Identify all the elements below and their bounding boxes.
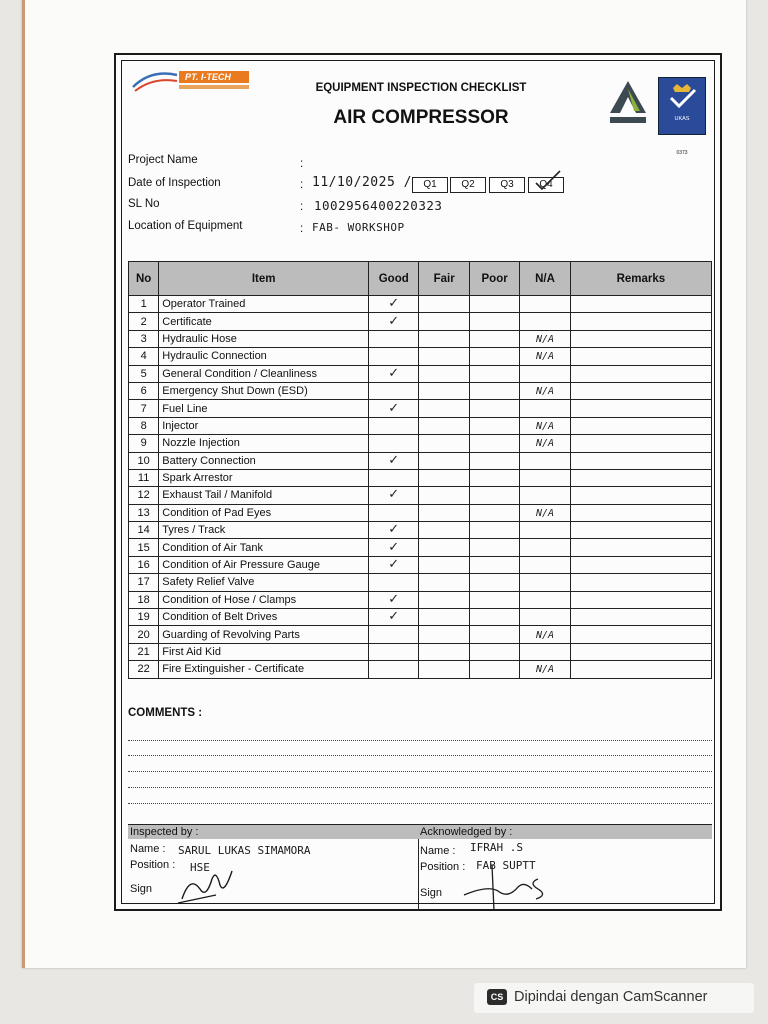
table-row (129, 417, 712, 434)
row-remarks-cell (570, 435, 711, 452)
row-item: Condition of Pad Eyes (159, 504, 369, 521)
ukas-number: 0373 (676, 150, 688, 156)
table-row (129, 469, 712, 486)
good-check-mark: ✓ (388, 609, 400, 625)
table-row (129, 522, 712, 539)
row-poor-cell (469, 452, 519, 469)
row-item: Safety Relief Valve (159, 574, 369, 591)
row-fair-cell (419, 556, 469, 573)
na-mark: N/A (535, 438, 555, 450)
row-item: Condition of Air Tank (159, 539, 369, 556)
quarter-check-icon (532, 169, 564, 193)
row-fair-cell (419, 643, 469, 660)
inspection-form (114, 53, 722, 911)
row-fair-cell (419, 365, 469, 382)
table-row (129, 556, 712, 573)
row-number: 17 (129, 574, 159, 591)
row-poor-cell (469, 643, 519, 660)
row-fair-cell (419, 574, 469, 591)
row-poor-cell (469, 522, 519, 539)
row-na-cell (520, 469, 570, 486)
row-na-cell (520, 591, 570, 608)
row-poor-cell (469, 382, 519, 399)
acknowledged-signature-icon (458, 865, 558, 915)
acknowledged-position-value: FAB SUPTT (476, 859, 536, 872)
row-remarks-cell (570, 556, 711, 573)
good-check-mark: ✓ (388, 557, 400, 573)
row-number: 13 (129, 504, 159, 521)
inspected-position-label: Position : (130, 859, 176, 871)
row-na-cell (520, 661, 570, 678)
row-na-cell (520, 400, 570, 417)
row-item: Spark Arrestor (159, 469, 369, 486)
camscanner-text: Dipindai dengan CamScanner (514, 989, 708, 1005)
table-row (129, 365, 712, 382)
row-remarks-cell (570, 609, 711, 626)
row-na-cell (520, 313, 570, 330)
row-good-cell (369, 661, 419, 678)
row-poor-cell (469, 661, 519, 678)
row-good-cell (369, 504, 419, 521)
row-good-cell (369, 556, 419, 573)
na-mark: N/A (535, 664, 555, 676)
row-poor-cell (469, 330, 519, 347)
row-item: Condition of Hose / Clamps (159, 591, 369, 608)
form-subtitle: EQUIPMENT INSPECTION CHECKLIST (315, 82, 527, 94)
row-remarks-cell (570, 504, 711, 521)
acknowledged-by-title: Acknowledged by : (418, 825, 712, 839)
sl-colon: : (300, 201, 304, 213)
row-number: 1 (129, 296, 159, 313)
row-number: 15 (129, 539, 159, 556)
row-item: Nozzle Injection (159, 435, 369, 452)
na-mark: N/A (535, 386, 555, 398)
col-remarks: Remarks (570, 262, 711, 296)
row-item: Exhaust Tail / Manifold (159, 487, 369, 504)
col-item: Item (159, 262, 369, 296)
date-colon: : (300, 179, 304, 191)
row-number: 12 (129, 487, 159, 504)
row-good-cell (369, 382, 419, 399)
comment-line (128, 740, 712, 741)
logo-text: PT. I-TECH (179, 71, 249, 83)
acknowledged-by-block (418, 825, 712, 911)
acknowledged-position-label: Position : (420, 861, 466, 873)
row-number: 16 (129, 556, 159, 573)
row-na-cell (520, 435, 570, 452)
inspected-name-value: SARUL LUKAS SIMAMORA (178, 844, 311, 857)
table-row (129, 348, 712, 365)
col-na: N/A (520, 262, 570, 296)
na-mark: N/A (535, 420, 555, 432)
row-good-cell (369, 574, 419, 591)
inspection-table (128, 261, 712, 679)
table-row (129, 643, 712, 660)
row-number: 4 (129, 348, 159, 365)
row-remarks-cell (570, 522, 711, 539)
form-title: AIR COMPRESSOR (333, 107, 509, 128)
row-remarks-cell (570, 661, 711, 678)
na-mark: N/A (535, 333, 555, 345)
row-item: Operator Trained (159, 296, 369, 313)
row-number: 5 (129, 365, 159, 382)
row-poor-cell (469, 609, 519, 626)
row-good-cell (369, 539, 419, 556)
row-fair-cell (419, 296, 469, 313)
table-row (129, 452, 712, 469)
row-item: General Condition / Cleanliness (159, 365, 369, 382)
camscanner-icon: CS (487, 989, 507, 1005)
row-fair-cell (419, 522, 469, 539)
row-na-cell (520, 382, 570, 399)
comment-line (128, 771, 712, 772)
row-number: 18 (129, 591, 159, 608)
row-number: 14 (129, 522, 159, 539)
row-fair-cell (419, 661, 469, 678)
ukas-label: UKAS (674, 116, 690, 122)
table-row (129, 487, 712, 504)
row-poor-cell (469, 556, 519, 573)
row-remarks-cell (570, 643, 711, 660)
row-good-cell (369, 435, 419, 452)
row-good-cell (369, 469, 419, 486)
comment-line (128, 787, 712, 788)
row-remarks-cell (570, 626, 711, 643)
row-fair-cell (419, 591, 469, 608)
inspected-by-title: Inspected by : (128, 825, 418, 839)
row-remarks-cell (570, 417, 711, 434)
table-row (129, 626, 712, 643)
row-na-cell (520, 348, 570, 365)
row-number: 11 (129, 469, 159, 486)
row-item: Condition of Belt Drives (159, 609, 369, 626)
inspected-position-value: HSE (190, 861, 210, 874)
row-poor-cell (469, 400, 519, 417)
scanned-paper (22, 0, 746, 968)
row-number: 2 (129, 313, 159, 330)
comment-line (128, 755, 712, 756)
comment-line (128, 803, 712, 804)
sl-value: 1002956400220323 (314, 198, 443, 213)
row-fair-cell (419, 452, 469, 469)
row-poor-cell (469, 574, 519, 591)
row-poor-cell (469, 365, 519, 382)
row-na-cell (520, 504, 570, 521)
row-poor-cell (469, 591, 519, 608)
row-item: Battery Connection (159, 452, 369, 469)
row-number: 9 (129, 435, 159, 452)
row-good-cell (369, 643, 419, 660)
table-row (129, 400, 712, 417)
row-good-cell (369, 626, 419, 643)
row-good-cell (369, 313, 419, 330)
row-poor-cell (469, 504, 519, 521)
row-fair-cell (419, 539, 469, 556)
crown-check-icon (659, 78, 705, 114)
row-remarks-cell (570, 382, 711, 399)
row-na-cell (520, 365, 570, 382)
row-fair-cell (419, 382, 469, 399)
table-row (129, 539, 712, 556)
row-fair-cell (419, 435, 469, 452)
signature-section (128, 824, 712, 911)
kan-certification-logo (606, 77, 650, 129)
row-good-cell (369, 487, 419, 504)
row-fair-cell (419, 469, 469, 486)
row-item: First Aid Kid (159, 643, 369, 660)
row-item: Hydraulic Hose (159, 330, 369, 347)
row-item: Hydraulic Connection (159, 348, 369, 365)
row-na-cell (520, 609, 570, 626)
inspected-sign-label: Sign (130, 883, 153, 895)
table-row (129, 591, 712, 608)
table-row (129, 661, 712, 678)
row-item: Guarding of Revolving Parts (159, 626, 369, 643)
row-na-cell (520, 522, 570, 539)
col-fair: Fair (419, 262, 469, 296)
row-good-cell (369, 365, 419, 382)
row-number: 19 (129, 609, 159, 626)
acknowledged-name-label: Name : (420, 845, 456, 857)
row-good-cell (369, 609, 419, 626)
inspected-signature-icon (176, 865, 236, 907)
row-remarks-cell (570, 313, 711, 330)
inspected-by-block (128, 825, 419, 911)
logo-subtitle-bar (179, 85, 249, 89)
good-check-mark: ✓ (388, 487, 400, 503)
row-good-cell (369, 591, 419, 608)
good-check-mark: ✓ (388, 313, 400, 329)
table-row (129, 382, 712, 399)
kan-label: KAN (622, 111, 634, 117)
row-item: Emergency Shut Down (ESD) (159, 382, 369, 399)
row-remarks-cell (570, 487, 711, 504)
na-mark: N/A (535, 629, 555, 641)
row-poor-cell (469, 469, 519, 486)
col-no: No (129, 262, 159, 296)
table-row (129, 330, 712, 347)
col-poor: Poor (469, 262, 519, 296)
good-check-mark: ✓ (388, 522, 400, 538)
location-value: FAB- WORKSHOP (312, 221, 405, 234)
row-item: Condition of Air Pressure Gauge (159, 556, 369, 573)
row-remarks-cell (570, 400, 711, 417)
quarter-q2: Q2 (450, 177, 486, 193)
row-fair-cell (419, 487, 469, 504)
good-check-mark: ✓ (388, 296, 400, 312)
ukas-certification-logo (658, 77, 706, 156)
good-check-mark: ✓ (388, 452, 400, 468)
acknowledged-name-value: IFRAH .S (470, 841, 523, 854)
table-row (129, 574, 712, 591)
quarter-q3: Q3 (489, 177, 525, 193)
table-row (129, 296, 712, 313)
row-number: 6 (129, 382, 159, 399)
table-row (129, 313, 712, 330)
comments-label: COMMENTS : (128, 707, 203, 719)
row-fair-cell (419, 348, 469, 365)
row-poor-cell (469, 435, 519, 452)
table-row (129, 435, 712, 452)
row-item: Injector (159, 417, 369, 434)
quarter-q4: Q4 (528, 177, 564, 193)
row-fair-cell (419, 504, 469, 521)
row-good-cell (369, 452, 419, 469)
row-item: Fire Extinguisher - Certificate (159, 661, 369, 678)
row-fair-cell (419, 400, 469, 417)
row-remarks-cell (570, 469, 711, 486)
row-good-cell (369, 348, 419, 365)
row-na-cell (520, 539, 570, 556)
row-poor-cell (469, 313, 519, 330)
row-remarks-cell (570, 365, 711, 382)
location-label: Location of Equipment (128, 220, 243, 232)
row-poor-cell (469, 487, 519, 504)
row-remarks-cell (570, 591, 711, 608)
date-label: Date of Inspection (128, 177, 221, 189)
row-poor-cell (469, 626, 519, 643)
row-number: 22 (129, 661, 159, 678)
logo-swoosh-icon (131, 67, 181, 93)
row-remarks-cell (570, 574, 711, 591)
row-remarks-cell (570, 348, 711, 365)
row-na-cell (520, 643, 570, 660)
row-number: 8 (129, 417, 159, 434)
table-header-row (129, 262, 712, 296)
row-na-cell (520, 296, 570, 313)
inspected-name-label: Name : (130, 843, 166, 855)
row-number: 3 (129, 330, 159, 347)
row-na-cell (520, 452, 570, 469)
acknowledged-sign-label: Sign (420, 887, 443, 899)
row-poor-cell (469, 348, 519, 365)
col-good: Good (369, 262, 419, 296)
sl-label: SL No (128, 198, 160, 210)
row-na-cell (520, 330, 570, 347)
row-number: 21 (129, 643, 159, 660)
row-fair-cell (419, 313, 469, 330)
row-remarks-cell (570, 539, 711, 556)
row-poor-cell (469, 417, 519, 434)
good-check-mark: ✓ (388, 539, 400, 555)
camscanner-watermark (474, 983, 754, 1013)
row-number: 7 (129, 400, 159, 417)
company-logo (131, 67, 253, 97)
row-item: Fuel Line (159, 400, 369, 417)
row-na-cell (520, 626, 570, 643)
row-number: 10 (129, 452, 159, 469)
na-mark: N/A (535, 507, 555, 519)
project-name-colon: : (300, 158, 304, 170)
row-remarks-cell (570, 452, 711, 469)
row-good-cell (369, 417, 419, 434)
row-good-cell (369, 296, 419, 313)
table-row (129, 504, 712, 521)
row-fair-cell (419, 330, 469, 347)
row-remarks-cell (570, 330, 711, 347)
row-number: 20 (129, 626, 159, 643)
row-na-cell (520, 574, 570, 591)
row-good-cell (369, 522, 419, 539)
row-item: Certificate (159, 313, 369, 330)
na-mark: N/A (535, 351, 555, 363)
row-na-cell (520, 556, 570, 573)
location-colon: : (300, 223, 304, 235)
row-remarks-cell (570, 296, 711, 313)
good-check-mark: ✓ (388, 365, 400, 381)
row-na-cell (520, 487, 570, 504)
row-item: Tyres / Track (159, 522, 369, 539)
quarter-q1: Q1 (412, 177, 448, 193)
row-good-cell (369, 400, 419, 417)
good-check-mark: ✓ (388, 400, 400, 416)
row-na-cell (520, 417, 570, 434)
row-poor-cell (469, 296, 519, 313)
table-row (129, 609, 712, 626)
project-name-label: Project Name (128, 154, 198, 166)
row-fair-cell (419, 626, 469, 643)
row-good-cell (369, 330, 419, 347)
row-fair-cell (419, 417, 469, 434)
row-fair-cell (419, 609, 469, 626)
good-check-mark: ✓ (388, 591, 400, 607)
row-poor-cell (469, 539, 519, 556)
date-value: 11/10/2025 / (312, 175, 412, 190)
